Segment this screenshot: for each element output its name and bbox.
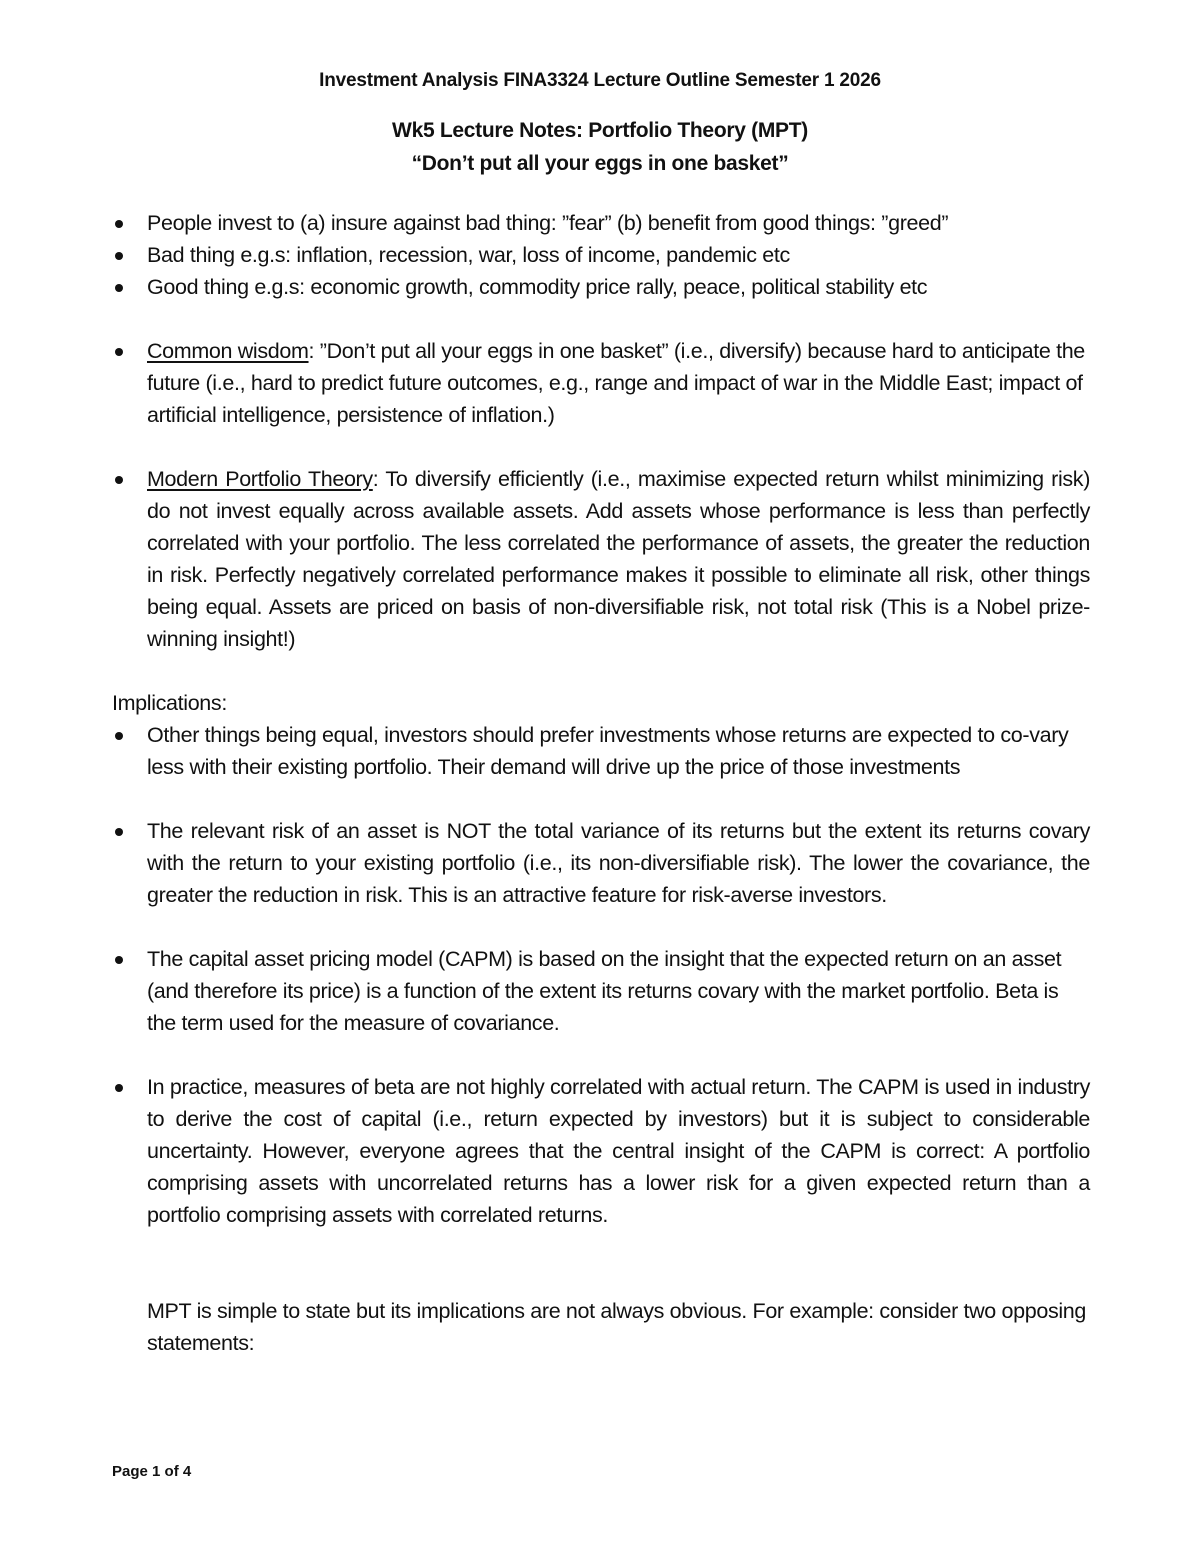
implications-list-3 — [112, 943, 1090, 1039]
mpt-list — [112, 463, 1090, 655]
implications-list-4 — [112, 1071, 1090, 1231]
document-body — [112, 207, 1090, 1359]
page-number: Page 1 of 4 — [112, 1463, 192, 1480]
implications-heading: Implications: — [112, 691, 227, 715]
intro-bullet-list — [112, 207, 1090, 303]
list-item: In practice, measures of beta are not highly correlated with actual return. The CAPM is used in industry to derive the cost of capital (i.e., return expected by investors) but it is subject to considerable uncertainty. However, everyone agrees that the central insight of the CAPM is correct: A portfolio comprising assets with uncorrelated returns has a lower risk for a given expected return than a portfolio comprising assets with correlated returns. — [112, 1071, 1090, 1231]
closing-paragraph: MPT is simple to state but its implications are not always obvious. For example: consider two opposing statements: — [147, 1299, 1087, 1355]
course-header: Investment Analysis FINA3324 Lecture Outline Semester 1 2026 — [319, 70, 881, 91]
common-wisdom-list — [112, 335, 1090, 431]
list-item: Bad thing e.g.s: inflation, recession, war, loss of income, pandemic etc — [112, 239, 1090, 271]
common-wisdom-label: Common wisdom — [147, 339, 309, 363]
common-wisdom-item — [112, 335, 1090, 431]
implications-list — [112, 719, 1090, 783]
list-item: The relevant risk of an asset is NOT the total variance of its returns but the extent its returns covary with the return to your existing portfolio (i.e., its non-diversifiable risk). The lower the covariance, the greater the reduction in risk. This is an attractive feature for risk-averse investors. — [112, 815, 1090, 911]
mpt-label: Modern Portfolio Theory — [147, 467, 373, 491]
implications-list-2 — [112, 815, 1090, 911]
mpt-item — [112, 463, 1090, 655]
list-item: Other things being equal, investors should prefer investments whose returns are expected to co-vary less with their existing portfolio. Their demand will drive up the price of those investments — [112, 719, 1090, 783]
list-item: People invest to (a) insure against bad thing: ”fear” (b) benefit from good things: ”greed” — [112, 207, 1090, 239]
lecture-title-block — [0, 114, 1200, 180]
lecture-subtitle: “Don’t put all your eggs in one basket” — [411, 152, 789, 175]
mpt-text: : To diversify efficiently (i.e., maximise expected return whilst minimizing risk) do not invest equally across available assets. Add assets whose performance is less than perfectly correlated with your portfolio. The less correlated the performance of assets, the greater the reduction in risk. Perfectly negatively correlated performance makes it possible to eliminate all risk, other things being equal. Assets are priced on basis of non-diversifiable risk, not total risk (This is a Nobel prize-winning insight!) — [147, 467, 1090, 651]
list-item: The capital asset pricing model (CAPM) is based on the insight that the expected return on an asset (and therefore its price) is a function of the extent its returns covary with the market portfolio. Beta is the term used for the measure of covariance. — [112, 943, 1090, 1039]
list-item: Good thing e.g.s: economic growth, commodity price rally, peace, political stability etc — [112, 271, 1090, 303]
common-wisdom-text: : ”Don’t put all your eggs in one basket” (i.e., diversify) because hard to anticipate the future (i.e., hard to predict future outcomes, e.g., range and impact of war in the Middle East; impact of artificial intelligence, persistence of inflation.) — [147, 339, 1085, 427]
lecture-title: Wk5 Lecture Notes: Portfolio Theory (MPT) — [392, 119, 808, 142]
